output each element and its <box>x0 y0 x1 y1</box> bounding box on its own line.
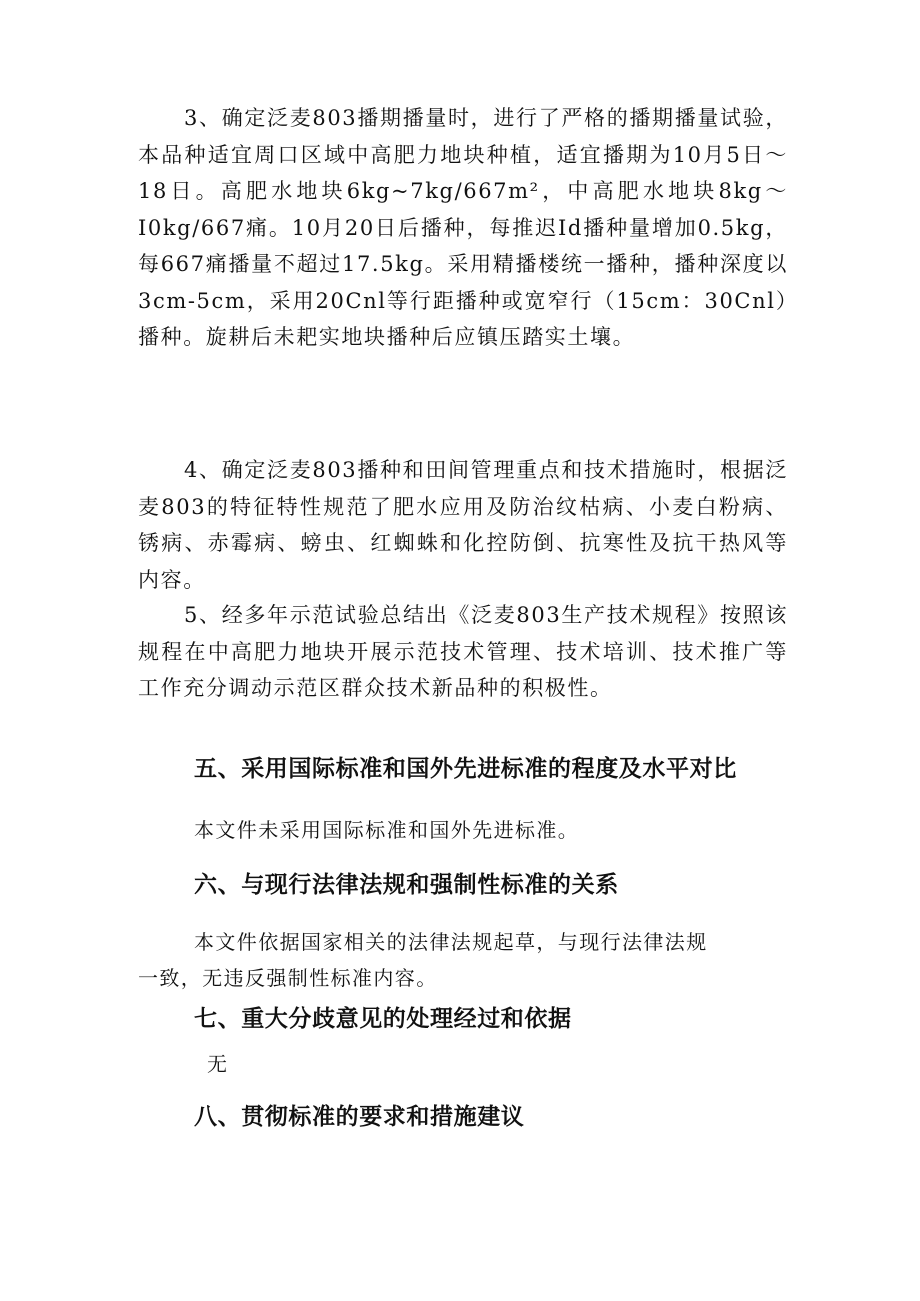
section-5-heading: 五、采用国际标准和国外先进标准的程度及水平对比 <box>194 756 737 782</box>
section-5-body: 本文件未采用国际标准和国外先进标准。 <box>194 818 580 842</box>
section-6-heading: 六、与现行法律法规和强制性标准的关系 <box>194 872 619 898</box>
section-6-body-line-2: 一致，无违反强制性标准内容。 <box>138 966 438 990</box>
paragraph-item-4 <box>138 452 788 598</box>
paragraph-item-5-text: 5、经多年示范试验总结出《泛麦803生产技术规程》按照该规程在中高肥力地块开展示范技术管理、技术培训、技术推广等工作充分调动示范区群众技术新品种的积极性。 <box>138 603 788 700</box>
paragraph-item-5 <box>138 597 788 707</box>
paragraph-item-4-text: 4、确定泛麦803播种和田间管理重点和技术措施时，根据泛麦803的特征特性规范了肥水应用及防治纹枯病、小麦白粉病、锈病、赤霉病、螃虫、红蜘蛛和化控防倒、抗寒性及抗干热风等内容。 <box>138 458 788 592</box>
paragraph-item-3-text: 3、确定泛麦803播期播量时，进行了严格的播期播量试验，本品种适宜周口区域中高肥力地块种植，适宜播期为10月5日～18日。高肥水地块6kg~7kg/667m²，中高肥水地块8kg～I0kg/667痛。10月20日后播种，每推迟Id播种量增加0.5kg，每667痛播量不超过17.5kg。采用精播楼统一播种，播种深度以3cm-5cm，采用20Cnl等行距播种或宽窄行（15cm：30Cnl）播种。旋耕后未耙实地块播种后应镇压踏实土壤。 <box>138 106 788 349</box>
paragraph-item-3 <box>138 100 788 356</box>
section-7-body: 无 <box>207 1052 229 1076</box>
section-7-heading: 七、重大分歧意见的处理经过和依据 <box>194 1006 572 1032</box>
section-8-heading: 八、贯彻标准的要求和措施建议 <box>194 1104 525 1130</box>
section-6-body-line-1: 本文件依据国家相关的法律法规起草，与现行法律法规 <box>194 930 708 954</box>
